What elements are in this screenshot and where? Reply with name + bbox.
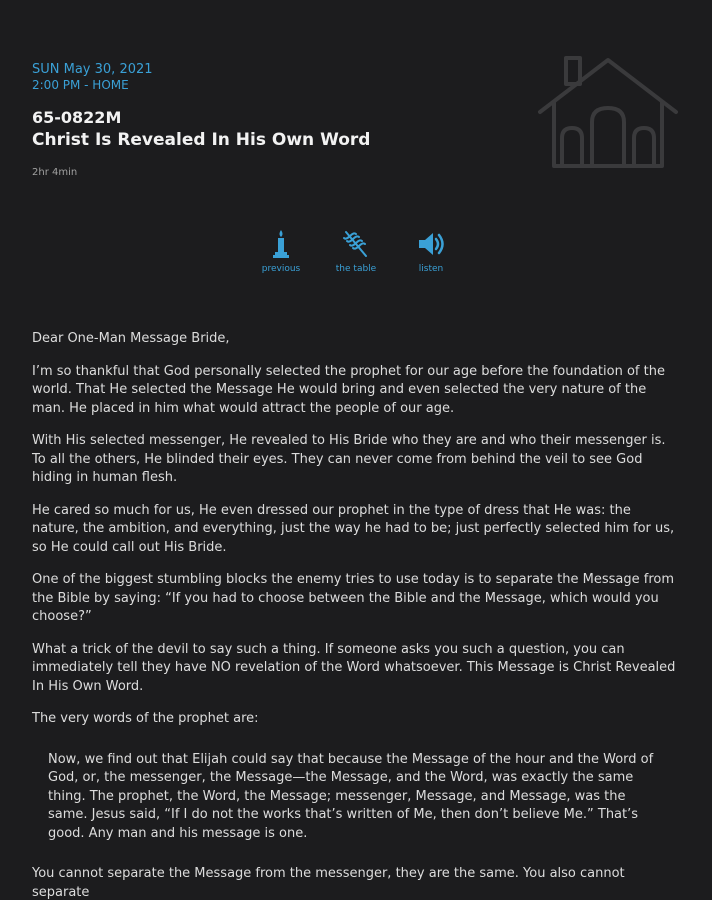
letter-body xyxy=(32,330,680,900)
previous-label: previous xyxy=(261,264,301,274)
letter-paragraph: The very words of the prophet are: xyxy=(32,711,259,726)
letter-paragraph: He cared so much for us, He even dressed our prophet in the type of dress that He was: the nature, the ambition, and everything, just the way he had to be; just perfectly selected him for us, so He could call out His Bride. xyxy=(32,502,675,555)
letter-greeting: Dear One-Man Message Bride, xyxy=(32,331,230,346)
sermon-code: 65-0822M xyxy=(32,108,122,127)
letter-paragraph: With His selected messenger, He revealed to His Bride who they are and who their messenger is. To all the others, He blinded their eyes. They can never come from behind the veil to see God hiding in human flesh. xyxy=(32,433,666,485)
sermon-title: Christ Is Revealed In His Own Word xyxy=(32,130,371,150)
listen-button[interactable] xyxy=(401,228,461,274)
previous-button[interactable] xyxy=(251,228,311,274)
listen-label: listen xyxy=(418,264,444,274)
the-table-label: the table xyxy=(335,264,377,274)
speaker-icon xyxy=(415,228,447,260)
candle-icon xyxy=(265,228,297,260)
action-bar xyxy=(0,228,712,284)
letter-paragraph: You cannot separate the Message from the messenger, they are the same. You also cannot separate xyxy=(32,866,625,900)
letter-paragraph: What a trick of the devil to say such a thing. If someone asks you such a question, you can immediately tell they have NO revelation of the Word whatsoever. This Message is Christ Revealed In His Own Word. xyxy=(32,641,676,694)
letter-paragraph: I’m so thankful that God personally selected the prophet for our age before the foundation of the world. That He selected the Message He would bring and even selected the very nature of the man. He placed in him what would attract the people of our age. xyxy=(32,363,665,416)
wheat-icon xyxy=(340,228,372,260)
sermon-duration: 2hr 4min xyxy=(32,167,78,178)
the-table-button[interactable] xyxy=(326,228,386,274)
home-icon xyxy=(536,54,680,170)
letter-paragraph: One of the biggest stumbling blocks the enemy tries to use today is to separate the Message from the Bible by saying: “If you had to choose between the Bible and the Message, which would you choose?” xyxy=(32,572,674,624)
service-header xyxy=(32,62,532,178)
service-date: SUN May 30, 2021 xyxy=(32,62,153,77)
prophet-quote: Now, we find out that Elijah could say that because the Message of the hour and the Word of God, or, the messenger, the Message—the Message, and the Word, was exactly the same thing. The prophet, the Word, the Message; messenger, Message, and Message, was the same. Jesus said, “If I do not the works that’s written of Me, then don’t believe Me.” That’s good. Any man and his message is one. xyxy=(48,751,654,841)
service-time-location: 2:00 PM - HOME xyxy=(32,78,129,92)
